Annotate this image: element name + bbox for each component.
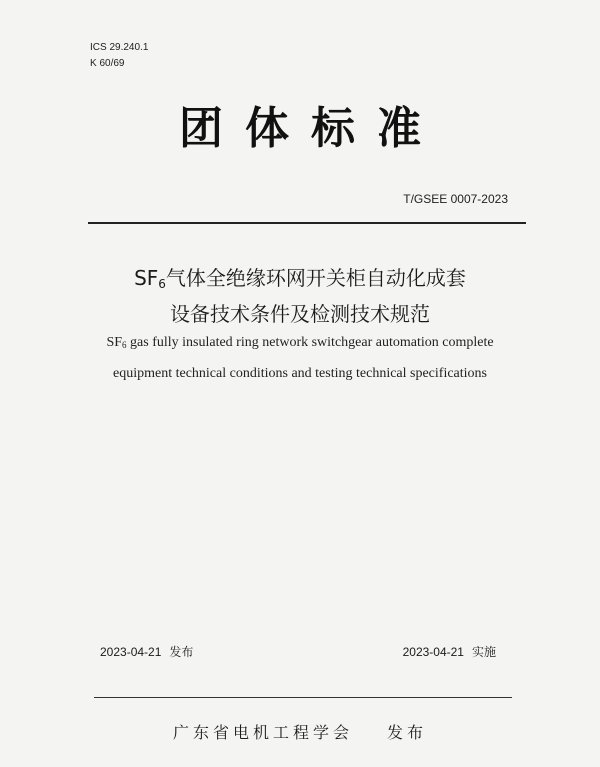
- english-title-line-1: [0, 335, 600, 351]
- en-title-subscript: 6: [122, 340, 127, 350]
- chinese-title-line-1: [0, 262, 600, 291]
- english-title-line-2: equipment technical conditions and testing technical specifications: [113, 366, 487, 381]
- publisher-issue-label: 发布: [387, 723, 428, 742]
- ics-code: ICS 29.240.1: [90, 42, 149, 53]
- cn-title-prefix: SF: [134, 266, 159, 290]
- classification-code: K 60/69: [90, 58, 125, 69]
- en-title-rest: gas fully insulated ring network switchgear automation complete: [126, 335, 494, 350]
- cn-title-subscript: 6: [158, 277, 166, 291]
- bottom-divider: [94, 697, 512, 698]
- implementation-date: 2023-04-21: [402, 645, 464, 659]
- document-type-title: 团体标准: [179, 103, 443, 154]
- en-title-prefix: SF: [106, 335, 123, 350]
- release-label: 发布: [169, 645, 194, 659]
- release-date-block: [100, 643, 193, 660]
- top-divider: [88, 222, 526, 224]
- publisher-line: [0, 720, 600, 743]
- classification-block: [90, 40, 148, 72]
- standard-code: T/GSEE 0007-2023: [403, 192, 508, 206]
- release-date: 2023-04-21: [100, 645, 162, 659]
- cn-title-rest: 气体全绝缘环网开关柜自动化成套: [165, 266, 466, 290]
- chinese-title-line-2: 设备技术条件及检测技术规范: [170, 302, 430, 326]
- implementation-label: 实施: [471, 645, 496, 659]
- publisher-name: 广东省电机工程学会: [172, 723, 353, 742]
- implementation-date-block: [403, 643, 496, 660]
